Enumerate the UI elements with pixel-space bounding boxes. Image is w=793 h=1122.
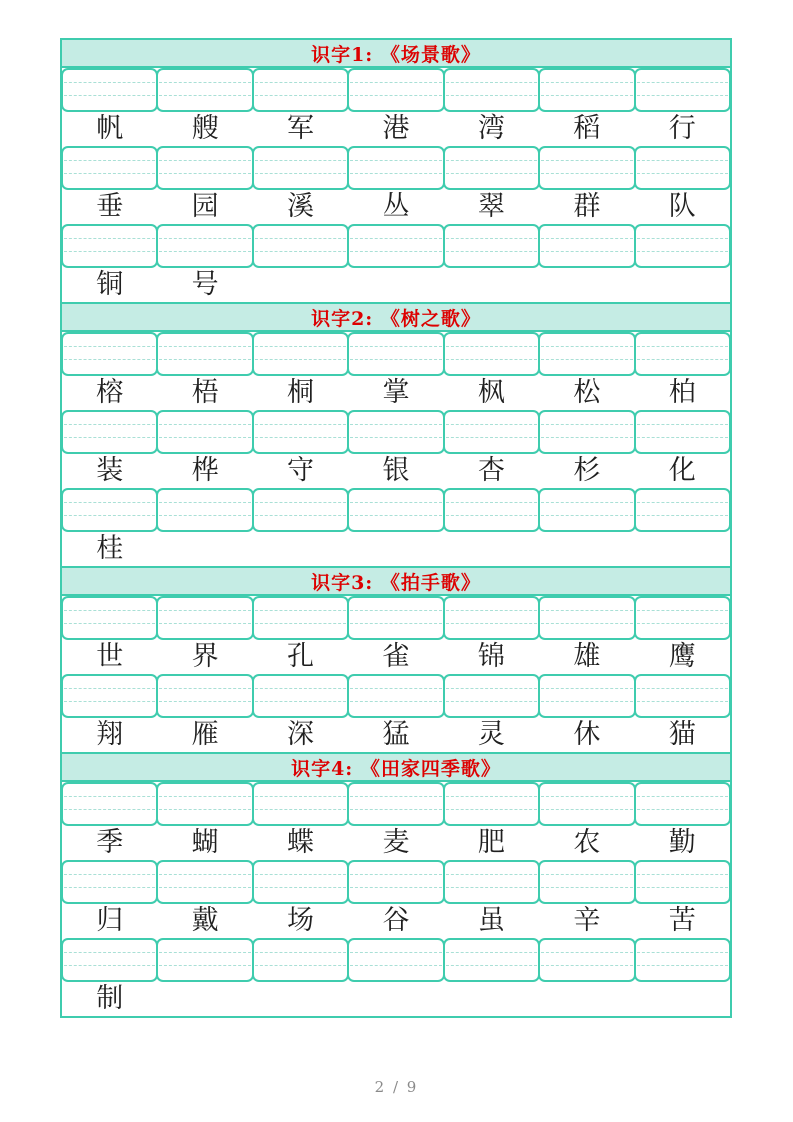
- practice-box: [347, 782, 444, 826]
- practice-box: [443, 782, 540, 826]
- practice-box: [347, 488, 444, 532]
- section-title: 识字2: 《树之歌》: [62, 302, 730, 332]
- character-cell: 溪: [287, 191, 315, 222]
- practice-box: [156, 410, 253, 454]
- character-cell: 肥: [477, 827, 505, 858]
- practice-box: [634, 938, 731, 982]
- character-cell: 锦: [477, 641, 505, 672]
- practice-box: [156, 938, 253, 982]
- practice-box: [156, 596, 253, 640]
- practice-box: [538, 68, 635, 112]
- character-cell: 猛: [382, 719, 410, 750]
- practice-box: [347, 674, 444, 718]
- character-cell: 装: [96, 455, 124, 486]
- practice-box: [61, 146, 158, 190]
- character-cell: 队: [668, 191, 696, 222]
- character-cell: 蝴: [191, 827, 219, 858]
- character-cell: 稻: [573, 113, 601, 144]
- character-cell: 艘: [191, 113, 219, 144]
- character-cell: 勤: [668, 827, 696, 858]
- practice-box: [347, 224, 444, 268]
- practice-box: [156, 782, 253, 826]
- practice-box: [634, 146, 731, 190]
- character-cell: 鹰: [668, 641, 696, 672]
- character-row: [62, 268, 730, 302]
- practice-box: [252, 68, 349, 112]
- practice-box-row: [62, 938, 730, 982]
- practice-box: [443, 674, 540, 718]
- practice-box: [443, 596, 540, 640]
- practice-box: [156, 224, 253, 268]
- practice-box: [538, 488, 635, 532]
- character-cell: 榕: [96, 377, 124, 408]
- character-cell: 银: [382, 455, 410, 486]
- character-cell: 深: [287, 719, 315, 750]
- practice-box: [538, 596, 635, 640]
- character-cell: 谷: [382, 905, 410, 936]
- character-cell: 蝶: [287, 827, 315, 858]
- practice-box: [61, 332, 158, 376]
- character-cell: 世: [96, 641, 124, 672]
- character-cell: 港: [382, 113, 410, 144]
- character-row: [62, 904, 730, 938]
- practice-box: [634, 332, 731, 376]
- character-cell: 柏: [668, 377, 696, 408]
- practice-box: [347, 596, 444, 640]
- practice-box: [61, 674, 158, 718]
- practice-box-row: [62, 146, 730, 190]
- practice-box: [252, 860, 349, 904]
- character-cell: 孔: [287, 641, 315, 672]
- practice-box: [538, 674, 635, 718]
- practice-box: [61, 488, 158, 532]
- character-row: [62, 640, 730, 674]
- practice-box: [443, 224, 540, 268]
- character-cell: 群: [573, 191, 601, 222]
- character-cell: 辛: [573, 905, 601, 936]
- character-cell: 雁: [191, 719, 219, 750]
- practice-box-row: [62, 332, 730, 376]
- character-cell: 灵: [477, 719, 505, 750]
- character-cell: 行: [668, 113, 696, 144]
- practice-box: [538, 938, 635, 982]
- practice-box: [61, 938, 158, 982]
- practice-box-row: [62, 596, 730, 640]
- practice-box: [156, 146, 253, 190]
- section-title: 识字3: 《拍手歌》: [62, 566, 730, 596]
- character-cell: 界: [191, 641, 219, 672]
- practice-box: [252, 938, 349, 982]
- practice-box: [634, 410, 731, 454]
- practice-box: [156, 332, 253, 376]
- character-cell: 桂: [96, 533, 124, 564]
- practice-box-row: [62, 860, 730, 904]
- practice-box: [634, 596, 731, 640]
- practice-box: [443, 146, 540, 190]
- character-row: [62, 826, 730, 860]
- practice-box-row: [62, 488, 730, 532]
- character-cell: 帆: [96, 113, 124, 144]
- practice-box: [538, 224, 635, 268]
- practice-box: [156, 488, 253, 532]
- character-cell: 雄: [573, 641, 601, 672]
- character-cell: 园: [191, 191, 219, 222]
- character-cell: 号: [191, 269, 219, 300]
- character-row: [62, 112, 730, 146]
- practice-box: [61, 782, 158, 826]
- practice-box: [252, 146, 349, 190]
- character-cell: 杏: [477, 455, 505, 486]
- practice-box: [61, 68, 158, 112]
- practice-box: [61, 410, 158, 454]
- practice-box: [347, 410, 444, 454]
- character-cell: 场: [287, 905, 315, 936]
- practice-box: [252, 332, 349, 376]
- character-cell: 守: [287, 455, 315, 486]
- character-cell: 垂: [96, 191, 124, 222]
- character-cell: 戴: [191, 905, 219, 936]
- page-number: 2 / 9: [374, 1078, 419, 1096]
- practice-box-row: [62, 782, 730, 826]
- practice-box: [347, 938, 444, 982]
- character-practice-worksheet: [60, 38, 732, 1018]
- section-title: 识字4: 《田家四季歌》: [62, 752, 730, 782]
- practice-box: [443, 68, 540, 112]
- character-row: [62, 376, 730, 410]
- character-cell: 归: [96, 905, 124, 936]
- character-row: [62, 982, 730, 1016]
- practice-box: [347, 332, 444, 376]
- section-title: 识字1: 《场景歌》: [62, 38, 730, 68]
- practice-box-row: [62, 410, 730, 454]
- practice-box: [347, 860, 444, 904]
- practice-box: [538, 860, 635, 904]
- practice-box: [347, 68, 444, 112]
- character-cell: 化: [668, 455, 696, 486]
- practice-box: [252, 674, 349, 718]
- practice-box: [61, 860, 158, 904]
- character-cell: 湾: [477, 113, 505, 144]
- character-cell: 农: [573, 827, 601, 858]
- practice-box-row: [62, 68, 730, 112]
- practice-box: [538, 410, 635, 454]
- character-cell: 铜: [96, 269, 124, 300]
- practice-box-row: [62, 224, 730, 268]
- practice-box: [443, 860, 540, 904]
- character-cell: 掌: [382, 377, 410, 408]
- practice-box: [61, 224, 158, 268]
- character-row: [62, 532, 730, 566]
- practice-box: [634, 224, 731, 268]
- practice-box: [634, 488, 731, 532]
- practice-box-row: [62, 674, 730, 718]
- character-cell: 苦: [668, 905, 696, 936]
- character-row: [62, 718, 730, 752]
- practice-box: [156, 674, 253, 718]
- practice-box: [252, 488, 349, 532]
- character-cell: 翠: [477, 191, 505, 222]
- character-cell: 制: [96, 983, 124, 1014]
- character-cell: 梧: [191, 377, 219, 408]
- practice-box: [443, 410, 540, 454]
- character-cell: 桦: [191, 455, 219, 486]
- practice-box: [252, 596, 349, 640]
- practice-box: [443, 332, 540, 376]
- practice-box: [252, 782, 349, 826]
- practice-box: [538, 782, 635, 826]
- practice-box: [634, 782, 731, 826]
- practice-box: [443, 938, 540, 982]
- practice-box: [634, 68, 731, 112]
- character-row: [62, 190, 730, 224]
- character-cell: 枫: [477, 377, 505, 408]
- practice-box: [538, 146, 635, 190]
- character-cell: 虽: [477, 905, 505, 936]
- character-row: [62, 454, 730, 488]
- practice-box: [538, 332, 635, 376]
- character-cell: 杉: [573, 455, 601, 486]
- character-cell: 翔: [96, 719, 124, 750]
- practice-box: [156, 860, 253, 904]
- practice-box: [634, 674, 731, 718]
- practice-box: [347, 146, 444, 190]
- character-cell: 丛: [382, 191, 410, 222]
- practice-box: [61, 596, 158, 640]
- character-cell: 休: [573, 719, 601, 750]
- character-cell: 军: [287, 113, 315, 144]
- character-cell: 雀: [382, 641, 410, 672]
- character-cell: 桐: [287, 377, 315, 408]
- character-cell: 猫: [668, 719, 696, 750]
- practice-box: [252, 224, 349, 268]
- practice-box: [156, 68, 253, 112]
- practice-box: [634, 860, 731, 904]
- practice-box: [443, 488, 540, 532]
- character-cell: 麦: [382, 827, 410, 858]
- character-cell: 季: [96, 827, 124, 858]
- practice-box: [252, 410, 349, 454]
- character-cell: 松: [573, 377, 601, 408]
